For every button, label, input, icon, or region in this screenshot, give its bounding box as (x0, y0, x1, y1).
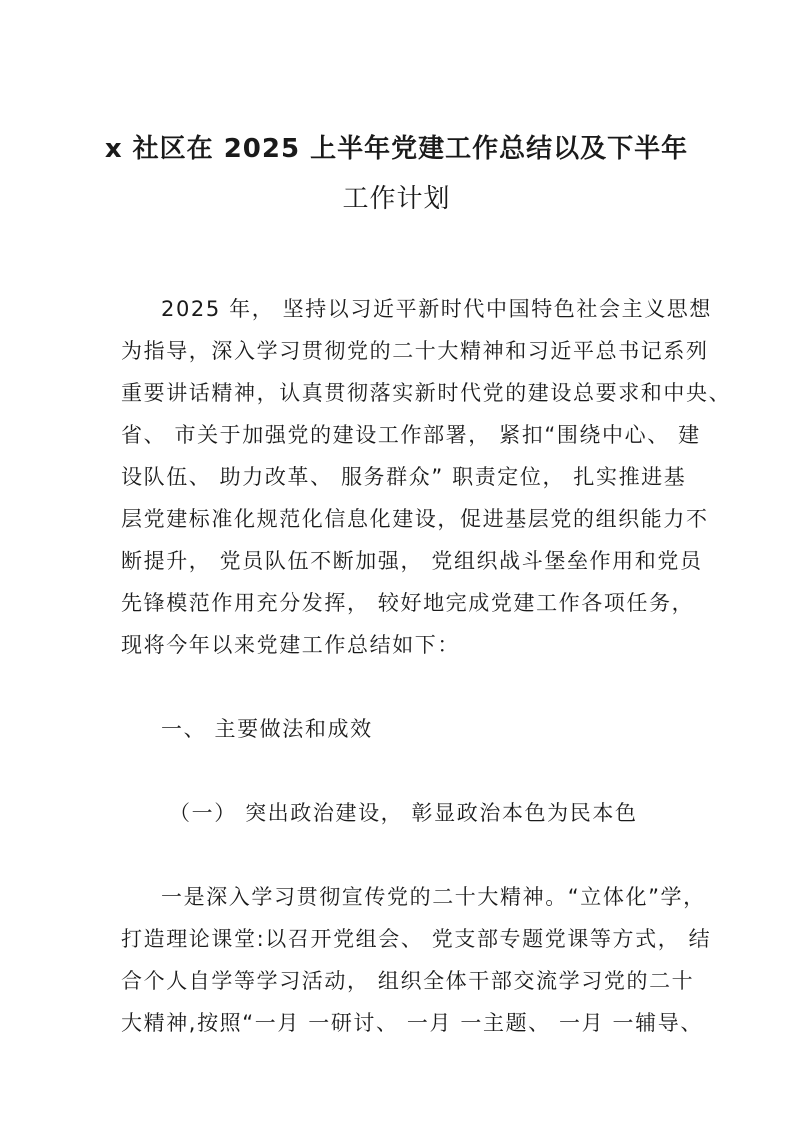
intro-line: 省、 市关于加强党的建设工作部署， 紧扣“围绕中心、 建 (121, 423, 701, 447)
intro-line: 为指导，深入学习贯彻党的二十大精神和习近平总书记系列 (121, 339, 709, 363)
document-title-line-1: x 社区在 2025 上半年党建工作总结以及下半年 (104, 134, 689, 164)
intro-line: 设队伍、 助力改革、 服务群众” 职责定位， 扎实推进基 (121, 465, 687, 489)
paragraph-line: 合个人自学等学习活动， 组织全体干部交流学习党的二十 (121, 969, 695, 993)
paragraph-line: 一是深入学习贯彻宣传党的二十大精神。“立体化”学， (161, 885, 706, 909)
paragraph-line: 打造理论课堂:以召开党组会、 党支部专题党课等方式， 结 (121, 927, 712, 951)
paragraph-line: 大精神,按照“一月 一研讨、 一月 一主题、 一月 一辅导、 (121, 1011, 703, 1035)
intro-line: 先锋模范作用充分发挥， 较好地完成党建工作各项任务， (121, 591, 695, 615)
intro-line: 重要讲话精神，认真贯彻落实新时代党的建设总要求和中央、 (121, 381, 732, 405)
intro-line: 层党建标准化规范化信息化建设，促进基层党的组织能力不 (121, 507, 709, 531)
intro-line: 断提升， 党员队伍不断加强， 党组织战斗堡垒作用和党员 (121, 549, 703, 573)
intro-line: 现将今年以来党建工作总结如下： (121, 633, 460, 657)
document-title-line-2: 工作计划 (342, 184, 451, 214)
section-heading: 一、 主要做法和成效 (161, 717, 373, 741)
subsection-heading: （一） 突出政治建设， 彰显政治本色为民本色 (169, 801, 638, 825)
intro-line: 2025 年， 坚持以习近平新时代中国特色社会主义思想 (161, 297, 712, 321)
